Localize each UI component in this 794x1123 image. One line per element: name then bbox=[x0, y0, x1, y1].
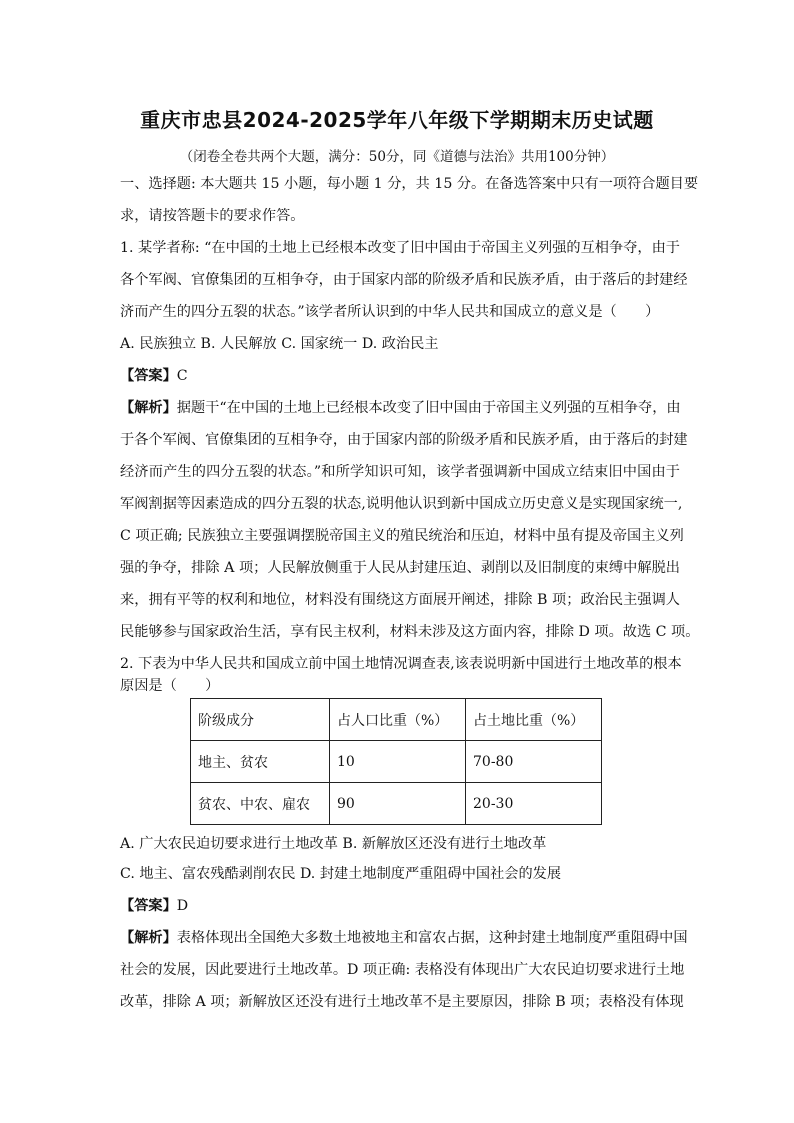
question-1-analysis: 民能够参与国家政治生活，享有民主权利，材料未涉及这方面内容，排除 D 项。故选 C 项。 bbox=[120, 624, 700, 640]
table-cell: 10 bbox=[330, 741, 466, 783]
table-header-row bbox=[191, 699, 602, 741]
section-heading-line: 求，请按答题卡的要求作答。 bbox=[120, 208, 305, 224]
section-heading-line: 一、选择题: 本大题共 15 小题，每小题 1 分，共 15 分。在备选答案中只有一项符合题目要 bbox=[120, 176, 699, 192]
question-2-options: A. 广大农民迫切要求进行土地改革 B. 新解放区还没有进行土地改革 bbox=[120, 836, 547, 852]
question-1-options: A. 民族独立 B. 人民解放 C. 国家统一 D. 政治民主 bbox=[120, 336, 439, 352]
table-row bbox=[191, 783, 602, 825]
page-title: 重庆市忠县2024-2025学年八年级下学期期末历史试题 bbox=[140, 108, 654, 132]
answer-label: 【答案】 bbox=[120, 368, 177, 384]
question-2-answer bbox=[120, 896, 680, 916]
analysis-text: 表格体现出全国绝大多数土地被地主和富农占据，这种封建土地制度严重阻碍中国 bbox=[176, 930, 688, 946]
exam-instructions: （闭卷全卷共两个大题，满分：50分，同《道德与法治》共用100分钟） bbox=[179, 149, 615, 165]
table-cell: 贫农、中农、雇农 bbox=[191, 783, 330, 825]
question-1-analysis bbox=[120, 398, 680, 418]
question-1-analysis: 来，拥有平等的权利和地位，材料没有围绕这方面展开阐述，排除 B 项；政治民主强调人 bbox=[120, 592, 680, 608]
analysis-text: 据题干“在中国的土地上已经根本改变了旧中国由于帝国主义列强的互相争夺，由 bbox=[176, 400, 681, 416]
table-row bbox=[191, 741, 602, 783]
analysis-label: 【解析】 bbox=[120, 400, 177, 416]
question-2-analysis: 改革，排除 A 项；新解放区还没有进行土地改革不是主要原因，排除 B 项；表格没有体现 bbox=[120, 994, 684, 1010]
question-1-text: 1. 某学者称: “在中国的土地上已经根本改变了旧中国由于帝国主义列强的互相争夺，由于 bbox=[120, 240, 680, 256]
question-1-analysis: 于各个军阀、官僚集团的互相争夺，由于国家内部的阶级矛盾和民族矛盾，由于落后的封建 bbox=[120, 432, 688, 448]
land-survey-table bbox=[190, 698, 602, 825]
question-2-analysis bbox=[120, 928, 688, 948]
question-2-text: 原因是（ ） bbox=[120, 678, 220, 694]
question-2-text: 2. 下表为中华人民共和国成立前中国土地情况调查表,该表说明新中国进行土地改革的根本 bbox=[120, 656, 682, 672]
table-header-cell: 阶级成分 bbox=[191, 699, 330, 741]
table-cell: 20-30 bbox=[466, 783, 602, 825]
analysis-label: 【解析】 bbox=[120, 930, 177, 946]
answer-value: D bbox=[176, 898, 189, 914]
table-cell: 90 bbox=[330, 783, 466, 825]
question-1-analysis: 军阀割据等因素造成的四分五裂的状态,说明他认识到新中国成立历史意义是实现国家统一, bbox=[120, 496, 683, 512]
table-header-cell: 占土地比重（%） bbox=[466, 699, 602, 741]
table-cell: 地主、贫农 bbox=[191, 741, 330, 783]
question-1-text: 济而产生的四分五裂的状态。”该学者所认识到的中华人民共和国成立的意义是（ ） bbox=[120, 304, 660, 320]
question-1-text: 各个军阀、官僚集团的互相争夺，由于国家内部的阶级矛盾和民族矛盾，由于落后的封建经 bbox=[120, 272, 688, 288]
answer-label: 【答案】 bbox=[120, 898, 177, 914]
question-2-options: C. 地主、富农残酷剥削农民 D. 封建土地制度严重阻碍中国社会的发展 bbox=[120, 866, 562, 882]
table-header-cell: 占人口比重（%） bbox=[330, 699, 466, 741]
question-1-answer bbox=[120, 366, 680, 386]
question-1-analysis: 经济而产生的四分五裂的状态。”和所学知识可知，该学者强调新中国成立结束旧中国由于 bbox=[120, 464, 680, 480]
question-2-analysis: 社会的发展，因此要进行土地改革。D 项正确: 表格没有体现出广大农民迫切要求进行土地 bbox=[120, 962, 685, 978]
question-1-analysis: C 项正确; 民族独立主要强调摆脱帝国主义的殖民统治和压迫，材料中虽有提及帝国主义列 bbox=[120, 528, 684, 544]
table-cell: 70-80 bbox=[466, 741, 602, 783]
question-1-analysis: 强的争夺，排除 A 项；人民解放侧重于人民从封建压迫、剥削以及旧制度的束缚中解脱出 bbox=[120, 560, 680, 576]
answer-value: C bbox=[176, 368, 188, 384]
